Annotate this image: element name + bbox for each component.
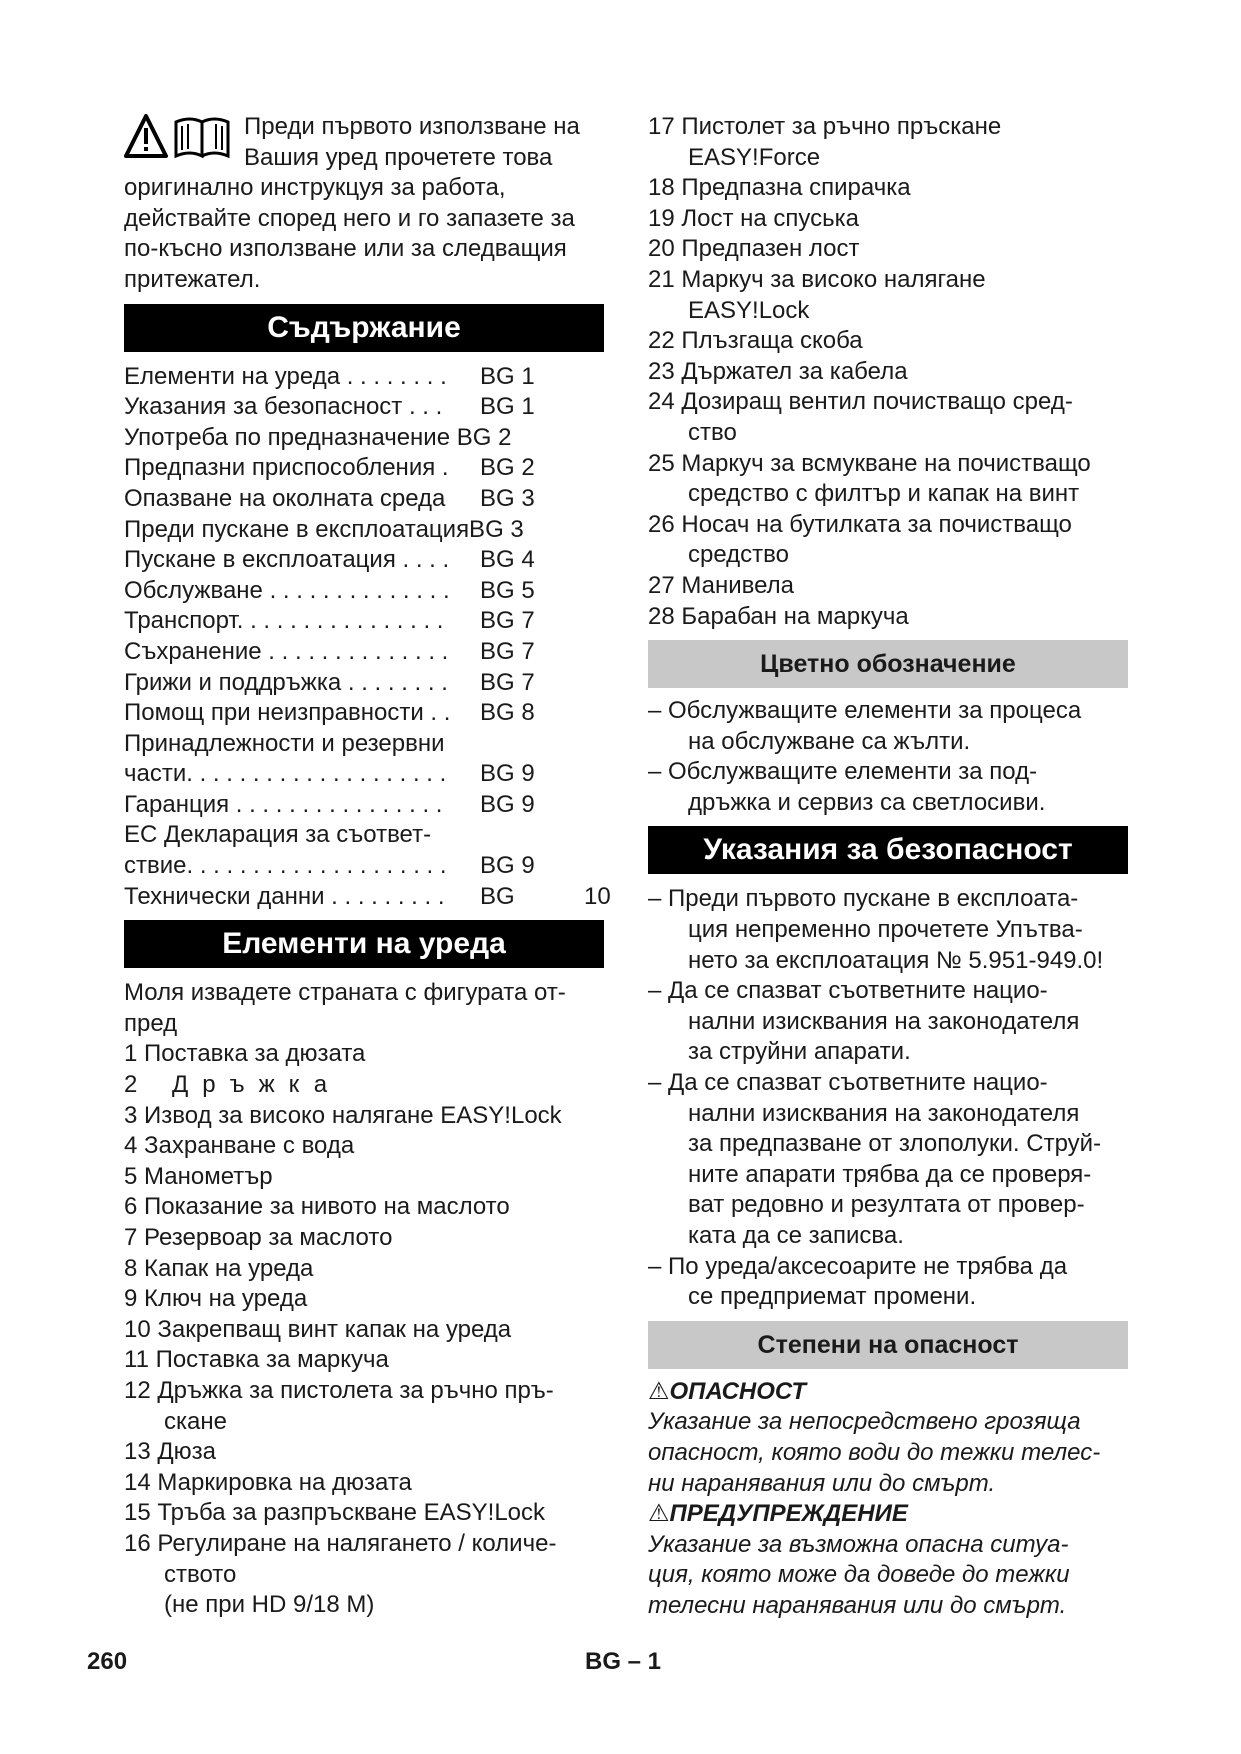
toc-row[interactable] — [124, 392, 604, 423]
list-item-continuation: ството — [164, 1560, 237, 1588]
list-item-continuation: ство — [688, 418, 737, 446]
toc-row[interactable] — [124, 484, 604, 515]
bullet-line: – Обслужващите елементи за процеса — [648, 697, 1082, 725]
warning-text-line: ция, която може да доведе до тежки — [648, 1561, 1070, 1589]
table-of-contents — [124, 362, 611, 913]
toc-entry-page: BG 4 — [480, 546, 535, 574]
toc-entry-text: Елементи на уреда . . . . . . . . — [124, 362, 447, 390]
bullet-line: – Преди първото пускане в експлоата- — [648, 885, 1079, 913]
toc-entry-text: Помощ при неизправности . . — [124, 699, 451, 727]
list-item: 15 Тръба за разпръскване EASY!Lock — [124, 1499, 546, 1527]
list-item-continuation: средство — [688, 541, 789, 569]
toc-entry-text: Съхранение . . . . . . . . . . . . . . — [124, 637, 449, 665]
list-item: 9 Ключ на уреда — [124, 1285, 308, 1313]
bullet-continuation: на обслужване са жълти. — [688, 727, 971, 755]
toc-row[interactable] — [124, 606, 604, 637]
danger-text-line: опасност, която води до тежки телес- — [648, 1438, 1101, 1466]
list-item: 13 Дюза — [124, 1438, 216, 1466]
toc-entry-text: Обслужване . . . . . . . . . . . . . . — [124, 576, 450, 604]
toc-entry-page: BG 7 — [480, 637, 535, 665]
toc-row[interactable] — [124, 698, 604, 729]
toc-entry-text: Предпазни приспособления . — [124, 454, 449, 482]
list-item: 14 Маркировка на дюзата — [124, 1468, 412, 1496]
safety-heading: Указания за безопасност — [648, 826, 1128, 874]
list-item: 27 Манивела — [648, 571, 795, 599]
toc-row[interactable] — [124, 453, 604, 484]
elements-list — [124, 978, 604, 1620]
color-code-list — [648, 696, 1128, 818]
intro-line: действайте според него и го запазете за — [124, 204, 575, 232]
toc-row[interactable] — [124, 423, 604, 454]
list-item: 25 Маркуч за всмукване на почистващо — [648, 449, 1091, 477]
section-label: BG – 1 — [585, 1648, 662, 1675]
toc-entry-page: BG 2 — [480, 454, 535, 482]
warning-triangle-icon: ⚠ — [648, 1500, 670, 1528]
list-item: 20 Предпазен лост — [648, 235, 860, 263]
list-item-continuation: EASY!Lock — [688, 296, 810, 324]
list-item: 26 Носач на бутилката за почистващо — [648, 510, 1072, 538]
list-item-continuation: средство с филтър и капак на винт — [688, 480, 1080, 508]
toc-entry-text: части. . . . . . . . . . . . . . . . . . . . — [124, 760, 447, 788]
bullet-line: – Да се спазват съответните нацио- — [648, 977, 1048, 1005]
warning-label — [648, 1499, 1128, 1530]
list-item: 3 Извод за високо налягане EASY!Lock — [124, 1101, 562, 1129]
toc-entry-page: BG 5 — [480, 576, 535, 604]
list-item-continuation: скане — [164, 1407, 227, 1435]
safety-list — [648, 884, 1128, 1312]
list-item: 21 Маркуч за високо налягане — [648, 265, 986, 293]
list-item: 22 Плъзгаща скоба — [648, 327, 863, 355]
toc-entry-page: BG 3 — [480, 484, 535, 512]
elements-intro-line: пред — [124, 1009, 178, 1037]
bullet-continuation: нални изисквания на законодателя — [688, 1007, 1080, 1035]
toc-entry-text: Технически данни . . . . . . . . . — [124, 882, 445, 910]
danger-text-line: ни наранявания или до смърт. — [648, 1469, 996, 1497]
toc-entry-page: BG 7 — [480, 668, 535, 696]
toc-row[interactable] — [124, 851, 604, 882]
list-item: 28 Барабан на маркуча — [648, 602, 909, 630]
bullet-continuation: се предприемат промени. — [688, 1283, 977, 1311]
intro-line: по-късно използване или за следващия — [124, 235, 567, 263]
toc-entry-text: Употреба по предназначение BG 2 — [124, 423, 512, 451]
list-item: 18 Предпазна спирачка — [648, 174, 911, 202]
elements-intro-line: Моля извадете страната с фигурата от- — [124, 979, 566, 1007]
bullet-continuation: ката да се записва. — [688, 1222, 904, 1249]
danger-label — [648, 1377, 1128, 1408]
list-item: 23 Държател за кабела — [648, 357, 908, 385]
elements-list-continued — [648, 112, 1128, 632]
list-item: 17 Пистолет за ръчно пръскане — [648, 113, 1002, 140]
bullet-continuation: за предпазване от злополуки. Струй- — [688, 1130, 1102, 1158]
toc-heading: Съдържание — [124, 304, 604, 352]
danger-levels — [648, 1377, 1128, 1622]
list-item: 4 Захранване с вода — [124, 1132, 355, 1160]
bullet-continuation: дръжка и сервиз са светлосиви. — [688, 788, 1046, 816]
page-number: 260 — [87, 1648, 128, 1675]
toc-row[interactable] — [124, 729, 604, 760]
bullet-line: – По уреда/аксесоарите не трябва да — [648, 1252, 1068, 1280]
list-item: 12 Дръжка за пистолета за ръчно пръ- — [124, 1376, 554, 1404]
elements-heading: Елементи на уреда — [124, 920, 604, 968]
toc-row[interactable] — [124, 576, 604, 607]
list-item: 7 Резервоар за маслото — [124, 1224, 393, 1251]
toc-entry-page: BG 1 — [480, 362, 535, 390]
list-item: 2 Дръжка — [124, 1071, 342, 1099]
toc-entry-page: BG 7 — [480, 607, 535, 635]
list-item: 11 Поставка за маркуча — [124, 1346, 389, 1374]
warning-read-manual-icon — [124, 112, 234, 162]
intro-line: притежател. — [124, 265, 261, 293]
bullet-line: – Обслужващите елементи за под- — [648, 758, 1038, 786]
toc-entry-page: BG 8 — [480, 699, 535, 727]
toc-entry-text: Опазване на околната среда — [124, 484, 446, 512]
warning-triangle-icon: ⚠ — [648, 1377, 670, 1405]
warning-text-line: Указание за възможна опасна ситуа- — [648, 1530, 1069, 1558]
toc-row[interactable] — [124, 362, 604, 393]
toc-entry-page-number: 10 — [584, 882, 611, 910]
toc-row[interactable] — [124, 759, 604, 790]
bullet-continuation: ните апарати трябва да се проверя- — [688, 1160, 1092, 1188]
list-item: 16 Регулиране на налягането / количе- — [124, 1529, 557, 1557]
toc-entry-text: ствие. . . . . . . . . . . . . . . . . . . . — [124, 852, 447, 880]
danger-text-line: Указание за непосредствено грозяща — [648, 1408, 1081, 1436]
toc-entry-text: Транспорт. . . . . . . . . . . . . . . . — [124, 607, 444, 635]
left-column — [124, 112, 611, 1621]
list-item: 19 Лост на спуська — [648, 204, 859, 232]
toc-entry-page: BG 9 — [480, 790, 535, 818]
danger-label-text: ОПАСНОСТ — [669, 1377, 806, 1405]
color-code-heading: Цветно обозначение — [648, 640, 1128, 688]
bullet-continuation: ват редовно и резултата от провер- — [688, 1191, 1085, 1219]
bullet-continuation: нални изисквания на законодателя — [688, 1099, 1080, 1127]
toc-entry-text: Преди пускане в експлоатацияBG 3 — [124, 515, 524, 543]
toc-entry-text: Указания за безопасност . . . — [124, 393, 443, 421]
toc-row[interactable] — [124, 637, 604, 668]
list-item: 5 Манометър — [124, 1162, 273, 1190]
toc-entry-text: Грижи и поддръжка . . . . . . . . — [124, 668, 448, 696]
intro-line: Вашия уред прочетете това — [244, 143, 553, 171]
bullet-continuation: ция непременно прочетете Упътва- — [688, 916, 1083, 944]
toc-row[interactable] — [124, 545, 604, 576]
toc-row[interactable] — [124, 882, 611, 913]
toc-entry-page: BG — [480, 882, 515, 910]
toc-entry-page: BG 9 — [480, 760, 535, 788]
bullet-continuation: нето за експлоатация № 5.951-949.0! — [688, 946, 1104, 974]
list-item-continuation: (не при HD 9/18 M) — [164, 1591, 375, 1619]
toc-entry-page: BG 9 — [480, 852, 535, 880]
toc-entry-text: ЕС Декларация за съответ- — [124, 821, 432, 849]
intro-line: Преди първото използване на — [244, 113, 580, 140]
toc-row[interactable] — [124, 668, 604, 699]
bullet-continuation: за струйни апарати. — [688, 1038, 911, 1066]
warning-text-line: телесни наранявания или до смърт. — [648, 1591, 1067, 1619]
toc-entry-page: BG 1 — [480, 393, 535, 421]
intro-line: оригинално инструкцуя за работа, — [124, 174, 506, 202]
danger-levels-heading: Степени на опасност — [648, 1321, 1128, 1369]
list-item: 10 Закрепващ винт капак на уреда — [124, 1315, 512, 1343]
list-item: 6 Показание за нивото на маслото — [124, 1193, 510, 1221]
toc-entry-text: Пускане в експлоатация . . . . — [124, 546, 450, 574]
list-item: 8 Капак на уреда — [124, 1254, 314, 1282]
warning-label-text: ПРЕДУПРЕЖДЕНИЕ — [669, 1500, 908, 1528]
toc-entry-text: Гаранция . . . . . . . . . . . . . . . . — [124, 790, 443, 818]
list-item: 1 Поставка за дюзата — [124, 1040, 366, 1068]
toc-row[interactable] — [124, 515, 604, 546]
bullet-line: – Да се спазват съответните нацио- — [648, 1069, 1048, 1097]
list-item-continuation: EASY!Force — [688, 143, 821, 171]
toc-row[interactable] — [124, 820, 604, 851]
right-column — [648, 112, 1128, 1622]
list-item: 24 Дозиращ вентил почистващо сред- — [648, 388, 1073, 416]
toc-row[interactable] — [124, 790, 604, 821]
toc-entry-text: Принадлежности и резервни — [124, 729, 445, 757]
intro-notice — [124, 112, 604, 296]
